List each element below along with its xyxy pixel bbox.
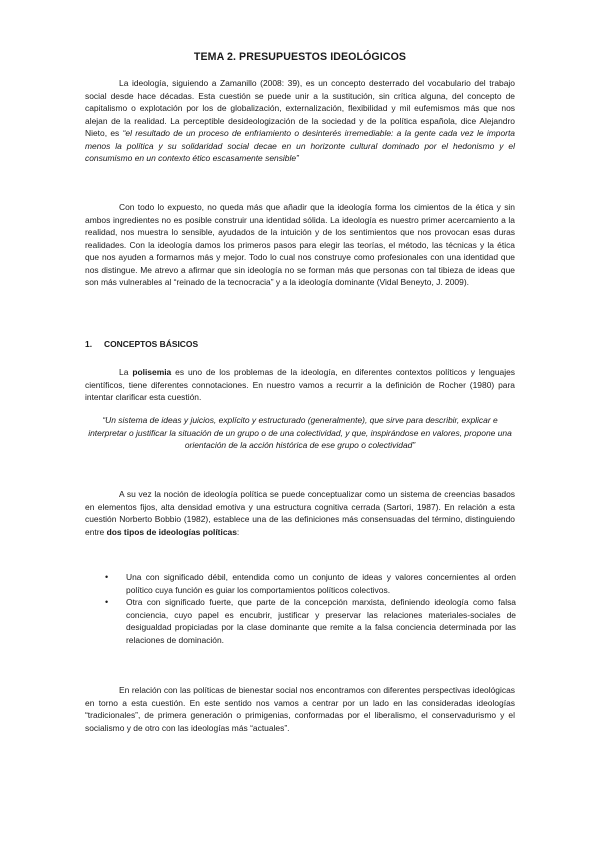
paragraph-welfare — [85, 684, 515, 734]
paragraph-ideology-intro-text: La ideología, siguiendo a Zamanillo (2008: 39), es un concepto desterrado del vocabulario del trabajo social desde hace décadas. Esta cuestión se puede unir a la sustitución, sin crítica alguna, del concepto de capitalismo o explotación por los de globalización, externalización, flexibilidad y mil eufemismos más que nos alejan de la realidad. La perceptible desideologización de la sociedad y de la política española, dice Alejandro Nieto, es — [85, 78, 515, 138]
list-item-text: Otra con significado fuerte, que parte de la concepción marxista, definiendo ideología como falsa conciencia, cuyo papel es encubrir, justificar y preservar las relaciones materiales-sociales de desigualdad propiciadas por la clase dominante que remite a la falsa conciencia determinada por las relaciones de dominación. — [126, 597, 516, 645]
list-item-text: Una con significado débil, entendida como un conjunto de ideas y valores concernientes al orden político cuya función es guiar los comportamientos políticos colectivos. — [126, 572, 516, 595]
ideology-types-term: dos tipos de ideologías políticas — [106, 526, 237, 537]
polisemia-term: polisemia — [132, 367, 172, 377]
paragraph-ideology-intro — [85, 77, 515, 165]
rocher-definition-quote: “Un sistema de ideas y juicios, explícito y estructurado (generalmente), que sirve para describir, explicar e interpretar o justificar la situación de un grupo o de una colectividad, y que, inspirándose en valores, propone una orientación de la acción histórica de ese grupo o colectividad” — [88, 415, 512, 450]
actuales-term: “actuales” — [250, 722, 288, 733]
paragraph-political-ideology — [85, 488, 515, 538]
paragraph-welfare-end: . — [287, 722, 290, 733]
nieto-quote: “el resultado de un proceso de enfriamiento o desinterés irremediable: a la gente cada vez le importa menos la política y su solidaridad social decae en un horizonte cultural dominado por el hedonismo y el consumismo en un contexto ético escasamente sensible” — [85, 128, 515, 163]
bullet-icon: • — [105, 597, 109, 607]
paragraph-political-ideology-text: A su vez la noción de ideología política se puede conceptualizar como un sistema de creencias basados en elementos fijos, alta densidad emotiva y una estructura cognitiva cerrada (Sartori, 1987). En relación a esta cuestión Norberto Bobbio (1982), establece una de las definiciones más consensuadas del término, distinguiendo entre — [85, 489, 515, 537]
section-label: CONCEPTOS BÁSICOS — [104, 339, 199, 349]
bullet-icon: • — [105, 572, 109, 582]
section-number: 1. — [85, 339, 93, 349]
paragraph-polisemia — [85, 366, 515, 404]
paragraph-polisemia-lead: La — [119, 367, 133, 377]
paragraph-welfare-text: En relación con las políticas de bienestar social nos encontramos con diferentes perspectivas ideológicas en torno a esta cuestión. En este sentido nos vamos a centrar por un lado en las consideradas ideologías “tradicionales”, de primera generación o primigenias, conformadas por el liberalismo, el conservadurismo y el socialismo y de otro con las ideologías más — [85, 685, 515, 733]
ideology-types-list — [105, 571, 516, 646]
page-title: TEMA 2. PRESUPUESTOS IDEOLÓGICOS — [193, 51, 407, 63]
paragraph-ethics: Con todo lo expuesto, no queda más que añadir que la ideología forma los cimientos de la ética y sin ambos ingredientes no es posible construir una identidad sólida. La ideología es nuestro primer acercamiento a la realidad, nos muestra lo sensible, ayudados de la intuición y de los sentimientos que nos provocan esas duras realidades. Con la ideología damos los primeros pasos para elegir las teorías, el método, las técnicas y la ética que nos ayuden a formarnos más y mejor. Todo lo cual nos construye como profesionales con una identidad que nos distingue. Me atrevo a afirmar que sin ideología no se forman más que personas con tal tibieza de ideas que son más vulnerables al “reinado de la tecnocracia” y a la ideología dominante (Vidal Beneyto, J. 2009). — [85, 202, 515, 287]
paragraph-polisemia-text: es uno de los problemas de la ideología, en diferentes contextos políticos y lenguajes científicos, tiene diferentes connotaciones. En nuestro vamos a recurrir a la definición de Rocher (1980) para intentar clarificar esta cuestión. — [85, 367, 515, 402]
list-item — [105, 596, 516, 646]
list-item — [105, 571, 516, 596]
paragraph-political-ideology-end: : — [236, 526, 240, 537]
section-heading — [85, 338, 198, 351]
